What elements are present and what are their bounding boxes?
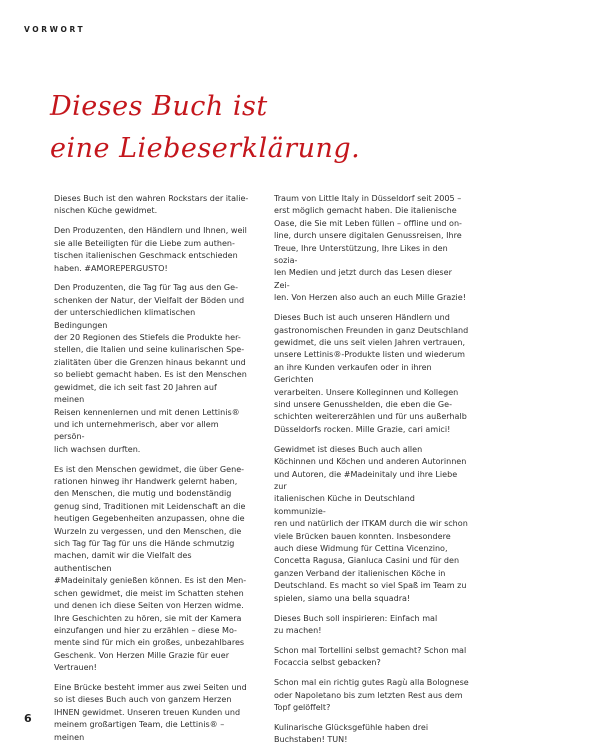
paragraph: Schon mal ein richtig gutes Ragù alla Bolognese oder Napoletano bis zum letzten Rest aus dem Topf gelöffelt?	[274, 678, 469, 712]
page-title	[50, 86, 450, 170]
title-line-2: eine Liebeserklärung.	[50, 133, 361, 164]
paragraph: Den Produzenten, den Händlern und Ihnen, weil sie alle Beteiligten für die Liebe zum authen- tischen italienischen Geschmack entschieden haben. #AMOREPERGUSTO!	[54, 226, 247, 273]
paragraph: Den Produzenten, die Tag für Tag aus den Ge- schenken der Natur, der Vielfalt der Böden und der unterschiedlichen klimatischen Bedingungen der 20 Regionen des Stiefels die Produkte her- stellen, die Italien und seine kulinarischen Spe- zialitäten über die Grenzen hinaus bekannt und so beliebt gemacht haben. Es ist den Menschen gewidmet, die ich seit fast 20 Jahren auf meinen Reisen kennenlernen und mit denen Lettinis® und ich unternehmerisch, aber vor allem persön- lich wachsen durften.	[54, 283, 247, 454]
paragraph: Gewidmet ist dieses Buch auch allen Köchinnen und Köchen und anderen Autorinnen und Autoren, die #Madeinitaly und ihre Liebe zur italienischen Küche in Deutschland kommunizie- ren und natürlich der ITKAM durch die wir schon viele Brücken bauen konnten. Insbesondere auch diese Widmung für Cettina Vicenzino, Concetta Ragusa, Gianluca Casini und für den ganzen Verband der italienischen Köche in Deutschland. Es macht so viel Spaß im Team zu spielen, siamo una bella squadra!	[274, 444, 468, 603]
paragraph: Dieses Buch soll inspirieren: Einfach mal zu machen!	[274, 613, 438, 635]
section-label: VORWORT	[24, 25, 86, 34]
page-number: 6	[24, 712, 32, 725]
paragraph: Schon mal Tortellini selbst gemacht? Schon mal Focaccia selbst gebacken?	[274, 645, 467, 668]
paragraph: Traum von Little Italy in Düsseldorf seit 2005 – erst möglich gemacht haben. Die italienische Oase, die Sie mit Leben füllen – offline und on- line, durch unsere digitalen Genussreisen, Ihre Treue, Ihre Unterstützung, Ihre Likes in den sozia- len Medien und jetzt durch das Lesen dieser Zei- len. Von Herzen also auch an euch Mille Grazie!	[274, 194, 466, 303]
paragraph: Eine Brücke besteht immer aus zwei Seiten und so ist dieses Buch auch von ganzem Herzen IHNEN gewidmet. Unseren treuen Kunden und meinem großartigen Team, die Lettinis® – meinen	[54, 683, 247, 742]
paragraph: Kulinarische Glücksgefühle haben drei Buchstaben! TUN!	[274, 722, 429, 745]
paragraph: Es ist den Menschen gewidmet, die über Gene- rationen hinweg ihr Handwerk gelernt haben, den Menschen, die mutig und bodenständig genug sind, Traditionen mit Leidenschaft an die heutigen Gegebenheiten anzupassen, ohne die Wurzeln zu vergessen, und den Menschen, die sich Tag für Tag für uns die Hände schmutzig machen, damit wir die Vielfalt des authentischen #Madeinitaly genießen können. Es ist den Men- schen gewidmet, die meist im Schatten stehen und denen ich diese Seiten von Herzen widme. Ihre Geschichten zu hören, sie mit der Kamera einzufangen und hier zu erzählen – diese Mo- mente sind für mich ein großes, unbezahlbares Geschenk. Von Herzen Mille Grazie für euer Vertrauen!	[54, 464, 247, 673]
paragraph: Dieses Buch ist den wahren Rockstars der italie- nischen Küche gewidmet.	[54, 194, 249, 216]
left-text-column	[54, 193, 249, 752]
title-line-1: Dieses Buch ist	[50, 91, 268, 122]
paragraph: Dieses Buch ist auch unseren Händlern und gastronomischen Freunden in ganz Deutschland gewidmet, die uns seit vielen Jahren vertrauen, unsere Lettinis®-Produkte listen und wiederum an ihre Kunden verkaufen oder in ihren Gerichten verarbeiten. Unsere Kolleginnen und Kollegen sind unsere Genusshelden, die eben die Ge- schichten weitererzählen und für uns außerhalb Düsseldorfs rocken. Mille Grazie, cari amici!	[274, 313, 469, 434]
right-text-column	[274, 193, 469, 754]
